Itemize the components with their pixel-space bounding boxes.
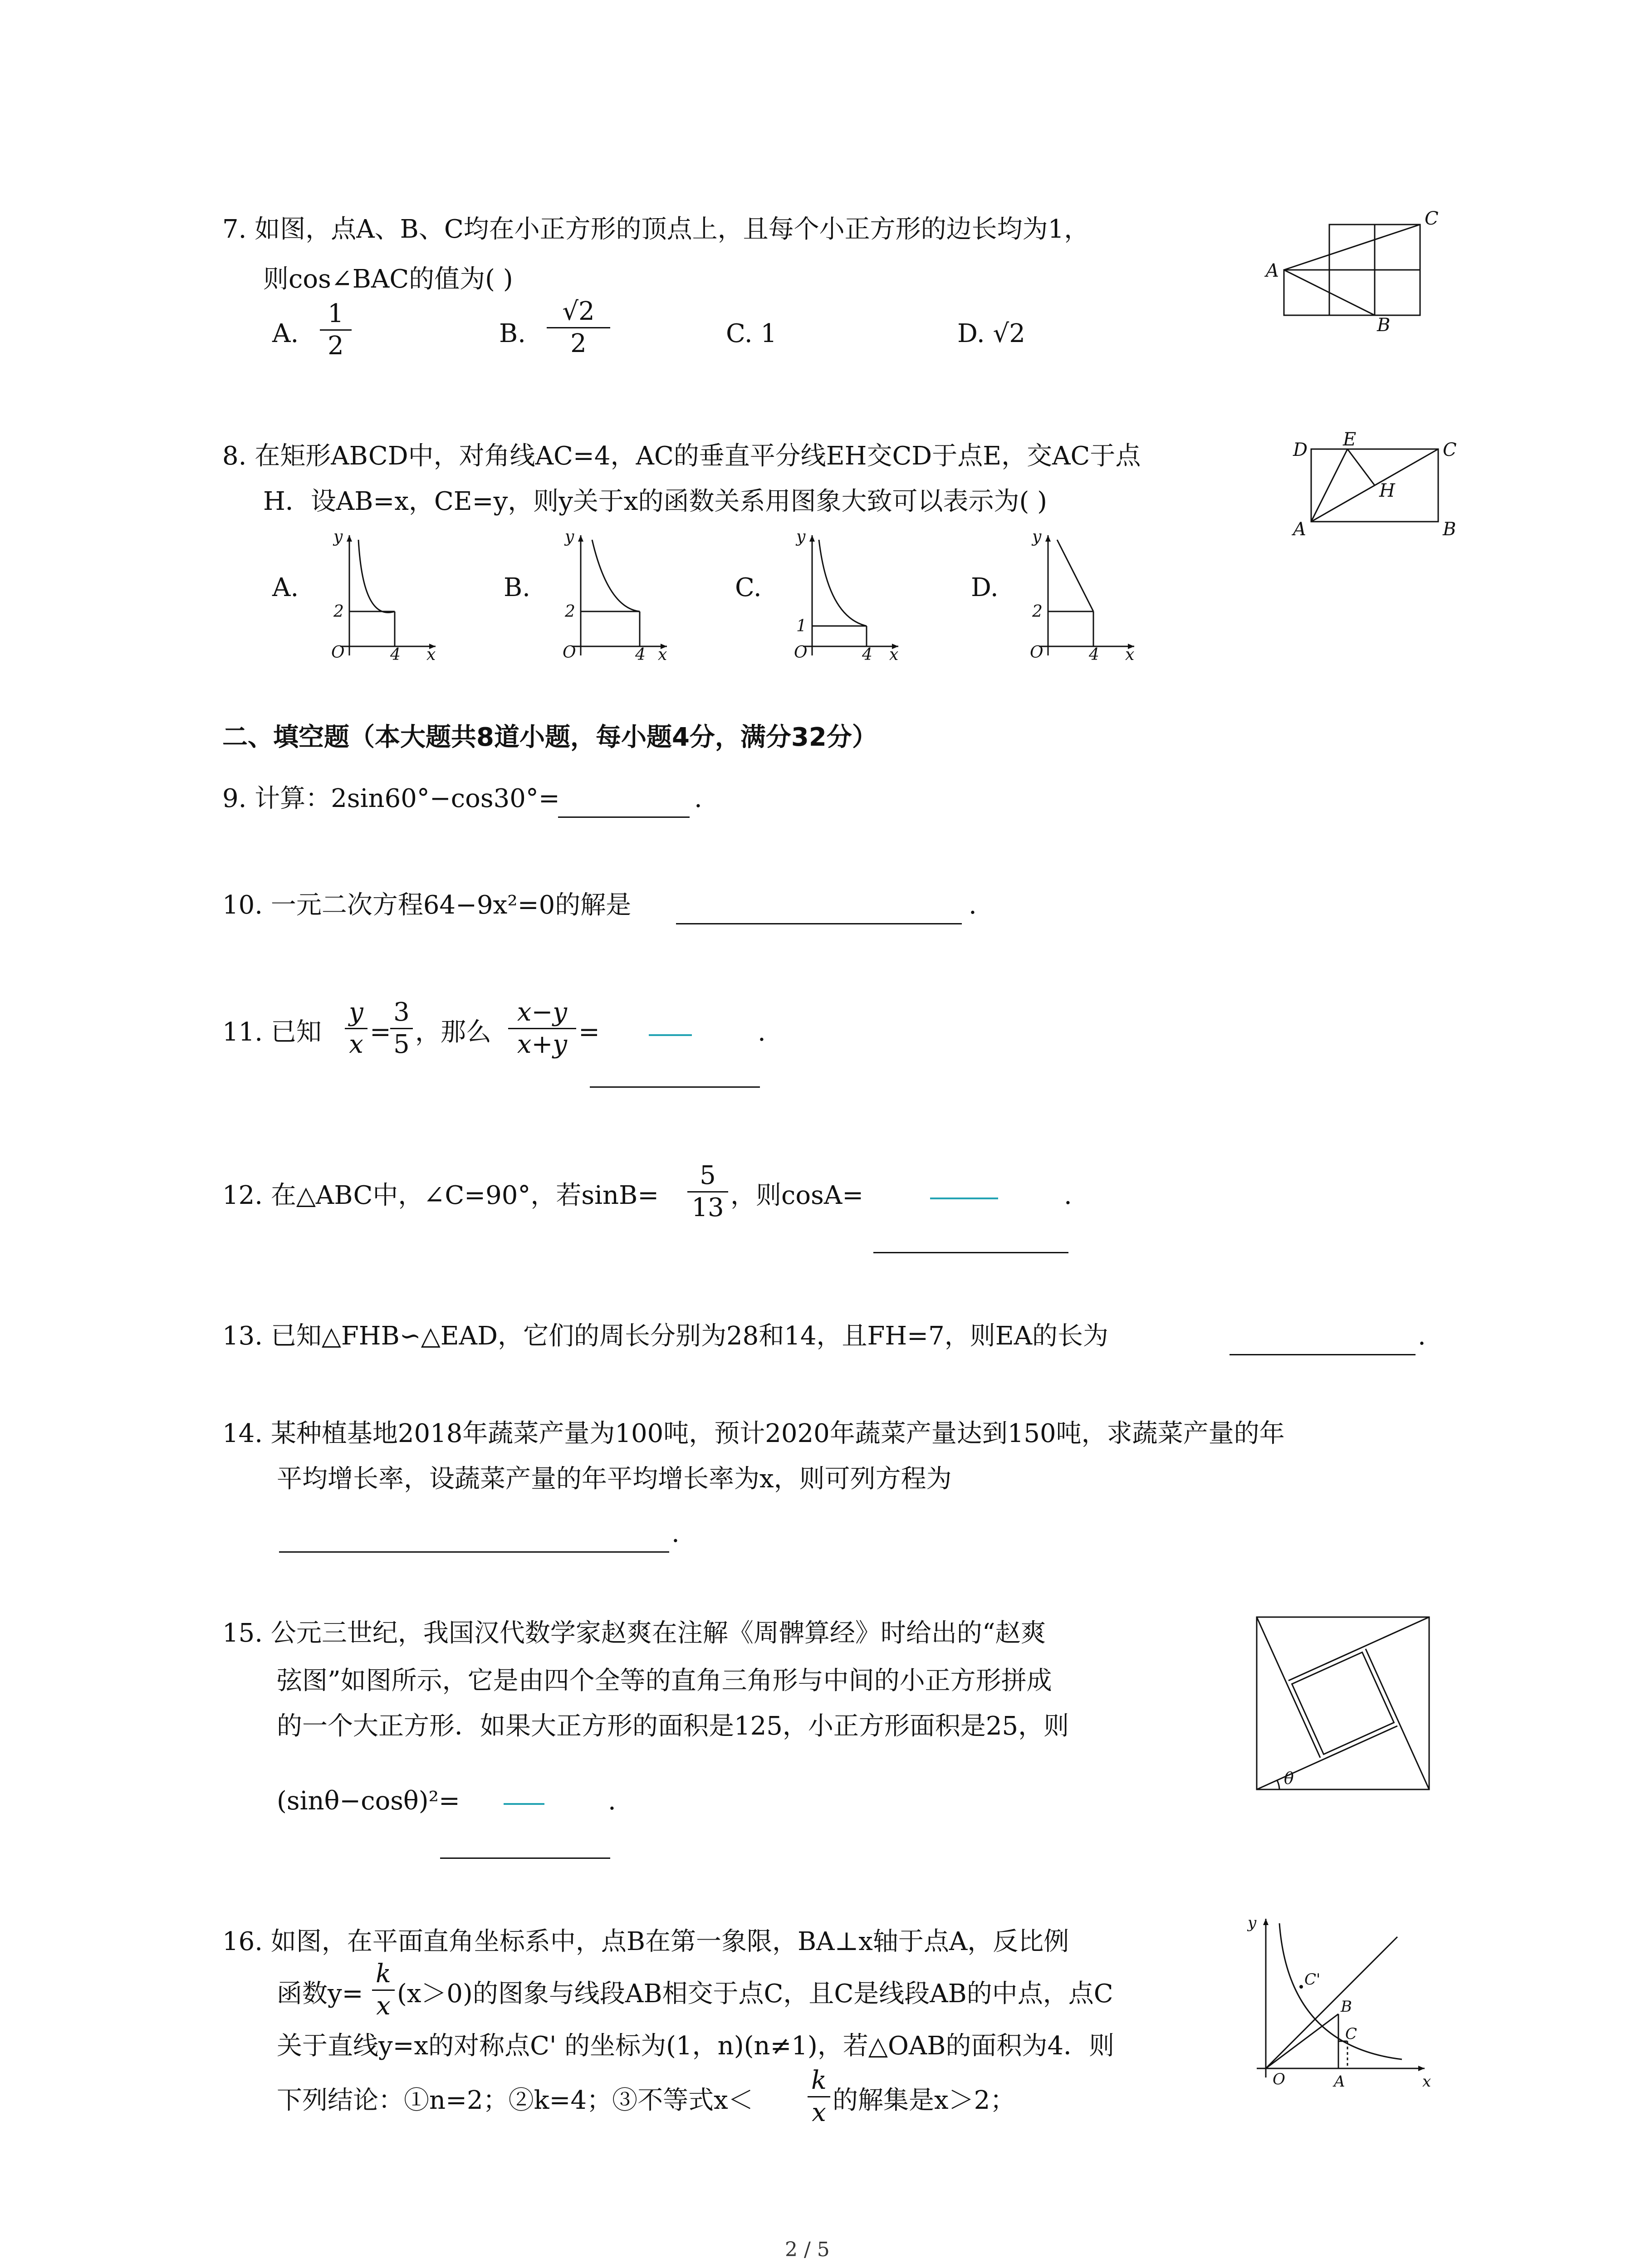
q10-answer-blank [676,923,962,924]
q11-frac2-denominator: 5 [393,1030,410,1059]
q16-line1: 16. 如图，在平面直角坐标系中，点B在第一象限，BA⊥x轴于点A，反比例 [222,1927,1069,1956]
q7-line1: 7. 如图，点A、B、C均在小正方形的顶点上，且每个小正方形的边长均为1， [222,215,1090,244]
page-number: 2 / 5 [785,2238,830,2261]
q12-pre: 12. 在△ABC中，∠C=90°，若sinB= [222,1181,659,1210]
zhao-shuang-diagram [1252,1613,1434,1794]
q7-option-b-numerator: √2 [562,297,595,326]
q8-b-x-tick: 4 [635,645,646,662]
q8-fig-label-e: E [1343,431,1357,450]
q16-line2-post: (x＞0)的图象与线段AB相交于点C，且C是线段AB的中点，点C [397,1979,1113,2009]
q15-line2: 弦图”如图所示，它是由四个全等的直角三角形与中间的小正方形拼成 [277,1666,1052,1696]
q12-post: ，则cosA= [730,1181,864,1210]
q11-pre: 11. 已知 [222,1017,322,1047]
q16-fig-x: x [1422,2072,1431,2091]
q16-fig-o: O [1273,2070,1285,2088]
q8-a-y-tick: 2 [333,602,344,621]
q8-b-y-tick: 2 [565,602,575,621]
q11-frac2-numerator: 3 [393,997,410,1027]
q11-frac3-denominator: x+y [517,1030,568,1059]
q8-option-d-graph [1016,526,1143,662]
q8-c-x-tick: 4 [862,645,872,662]
q8-d-x-tick: 4 [1089,645,1099,662]
q8-c-y-label: y [796,528,806,546]
q8-d-x-label: x [1125,645,1135,662]
q12-answer-blank [873,1252,1068,1253]
q14-end: . [671,1519,680,1548]
q8-option-b-graph [549,526,676,662]
q9-text: 9. 计算：2sin60°−cos30°= [222,784,560,813]
q11-end: . [758,1017,766,1047]
q15-line1: 15. 公元三世纪，我国汉代数学家赵爽在注解《周髀算经》时给出的“赵爽 [222,1618,1046,1648]
q8-fig-label-c: C [1443,440,1457,460]
q8-a-x-tick: 4 [390,645,401,662]
q8-line1: 8. 在矩形ABCD中，对角线AC=4，AC的垂直平分线EH交CD于点E，交AC于点 [222,441,1141,471]
q11-equals-2: = [578,1017,600,1047]
q8-b-origin: O [563,643,576,662]
q8-d-y-tick: 2 [1032,602,1043,621]
q16-frac-numerator: k [376,1959,391,1989]
q12-end: . [1064,1181,1072,1210]
q13-text: 13. 已知△FHB∽△EAD，它们的周长分别为28和14，且FH=7，则EA的长为 [222,1321,1109,1351]
q8-a-y-label: y [333,528,343,546]
q16-coordinate-figure [1243,1910,1434,2100]
q8-c-x-label: x [889,645,899,662]
q8-c-origin: O [794,643,808,662]
theta-label: θ [1284,1769,1294,1788]
q11-frac3-numerator: x−y [517,997,568,1027]
q8-fig-label-h: H [1379,480,1395,501]
q12-frac-numerator: 5 [700,1161,716,1190]
q8-option-c-label: C. [735,573,762,602]
q16-fig-c: C [1345,2025,1357,2043]
q16-line3: 关于直线y=x的对称点C' 的坐标为(1，n)(n≠1)，若△OAB的面积为4．则 [277,2031,1115,2061]
q16-fig-a: A [1334,2072,1345,2091]
q11-equals: = [370,1017,391,1047]
q8-fig-label-b: B [1443,519,1456,540]
section-2-title: 二、填空题（本大题共8道小题，每小题4分，满分32分） [222,723,877,752]
q8-b-y-label: y [565,528,574,546]
q16-fig-b: B [1341,1998,1352,2016]
q8-c-y-tick: 1 [796,617,807,635]
q15-teal-mark [504,1803,544,1805]
q8-option-a-label: A. [272,573,299,602]
q11-fraction-y-over-x [345,998,367,1059]
q12-frac-denominator: 13 [691,1193,724,1222]
q8-d-origin: O [1030,643,1043,662]
q14-line1: 14. 某种植基地2018年蔬菜产量为100吨，预计2020年蔬菜产量达到150吨，求蔬菜产量的年 [222,1419,1285,1448]
q16-frac-denominator: x [376,1991,391,2021]
q7-option-d: D. √2 [957,319,1025,348]
q7-fig-label-c: C [1425,208,1439,229]
q8-option-c-graph [780,526,907,662]
q9-answer-blank [558,816,690,818]
q8-option-a-graph [318,526,445,662]
q7-option-a-denominator: 2 [328,331,344,361]
q10-text: 10. 一元二次方程64−9x²=0的解是 [222,890,632,920]
q13-answer-blank [1230,1354,1416,1355]
q16-line4-pre: 下列结论：①n=2；②k=4；③不等式x＜ [277,2086,754,2115]
q11-frac1-numerator: y [349,997,363,1027]
q11-mid: ，那么 [415,1017,491,1047]
q10-end: . [969,890,977,920]
q7-option-a-numerator: 1 [328,299,344,328]
q9-end: . [694,784,702,813]
q16-fraction-k-over-x [372,1960,395,2021]
q11-fraction-3-over-5 [390,998,413,1059]
q11-fraction-expression [508,998,576,1059]
q11-answer-blank [590,1086,760,1088]
q8-d-y-label: y [1032,528,1042,546]
q16-fig-c-prime: C' [1304,1970,1321,1989]
q14-answer-blank [279,1551,669,1553]
q7-fig-label-b: B [1377,315,1391,336]
q7-option-a-label: A. [272,319,299,348]
q7-line2: 则cos∠BAC的值为( ) [263,264,513,294]
q16-line4-post: 的解集是x＞2； [833,2086,1016,2115]
q16-line2-pre: 函数y= [277,1979,363,2009]
q11-frac1-denominator: x [349,1030,363,1059]
q8-line2: H．设AB=x，CE=y，则y关于x的函数关系用图象大致可以表示为( ) [263,487,1047,516]
q7-fig-label-a: A [1266,260,1279,281]
q7-option-c: C. 1 [726,319,777,348]
q16-fig-y: y [1248,1914,1257,1932]
q11-teal-mark [649,1034,692,1036]
q12-fraction-5-over-13 [687,1161,728,1222]
q8-option-b-label: B. [504,573,530,602]
q7-option-b-denominator: 2 [570,329,587,358]
q16-frac2-numerator: k [811,2066,827,2095]
q15-answer-blank [440,1857,610,1859]
q16-fraction-k-over-x-2 [808,2066,830,2127]
q8-fig-label-a: A [1293,519,1306,540]
q15-line4: (sinθ−cosθ)²= [277,1786,460,1816]
q7-grid-figure [1261,200,1461,340]
q13-end: . [1418,1321,1426,1351]
q8-a-origin: O [331,643,345,662]
q7-option-b-fraction [547,297,610,358]
q7-option-a-fraction [320,299,352,361]
q7-option-b-label: B. [499,319,526,348]
q8-fig-label-d: D [1293,440,1308,460]
q12-teal-mark [930,1198,998,1199]
q8-option-d-label: D. [971,573,999,602]
q8-rectangle-figure [1288,431,1461,544]
q15-end: . [608,1786,616,1816]
q16-frac2-denominator: x [812,2098,826,2127]
q14-line2: 平均增长率，设蔬菜产量的年平均增长率为x，则可列方程为 [277,1464,952,1494]
q15-line3: 的一个大正方形．如果大正方形的面积是125，小正方形面积是25，则 [277,1711,1069,1741]
q8-a-x-label: x [426,645,436,662]
q8-b-x-label: x [658,645,667,662]
